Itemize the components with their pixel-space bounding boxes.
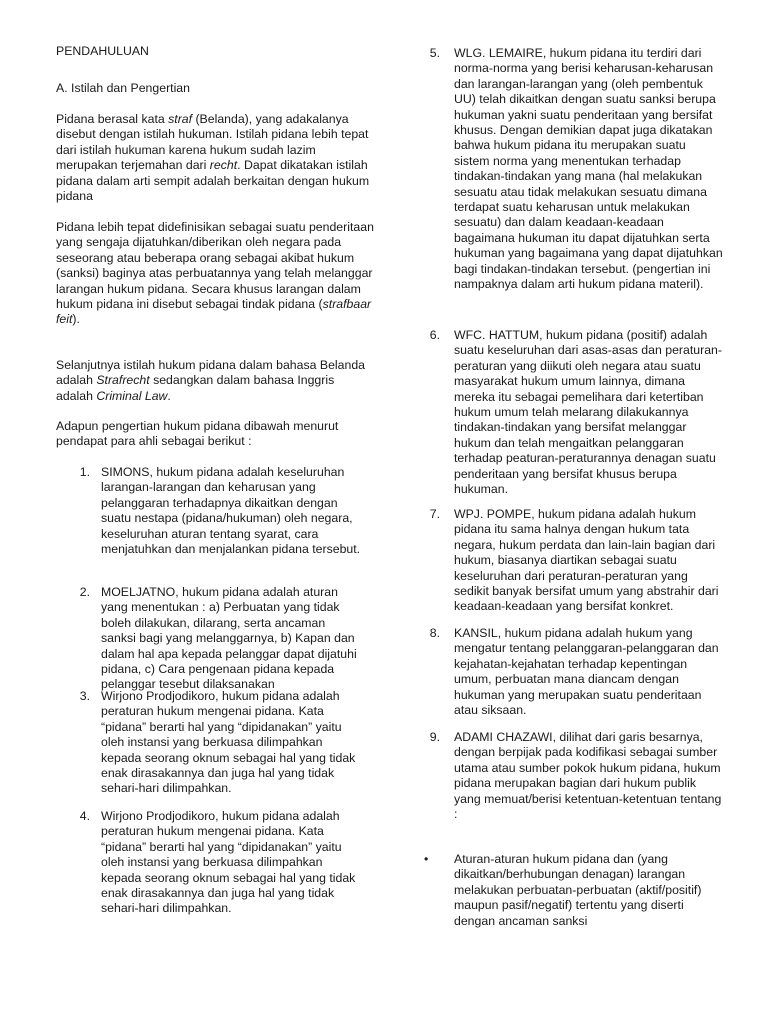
document-heading: PENDAHULUAN [56,44,149,58]
paragraph-3: Selanjutnya istilah hukum pidana dalam bahasa Belanda adalah Strafrecht sedangkan dalam bahasa Inggris adalah Criminal Law. [56,358,366,403]
paragraph-1: Pidana berasal kata straf (Belanda), yang adakalanya disebut dengan istilah hukuman. Istilah pidana lebih tepat dari istilah hukuman karena hukum sudah lazim merupakan terjemahan dari recht. Dapat dikatakan istilah pidana dalam arti sempit adalah berkaitan dengan hukum pidana [56,112,370,204]
paragraph-2: Pidana lebih tepat didefinisikan sebagai suatu penderitaan yang sengaja dijatuhkan/diberikan oleh negara pada seseorang atau beberapa orang sebagai akibat hukum (sanksi) baginya atas perbuatannya yang telah melanggar larangan hukum pidana. Secara khusus larangan dalam hukum pidana ini disebut sebagai tindak pidana (strafbaar feit). [56,220,374,327]
paragraph-4: Adapun pengertian hukum pidana dibawah menurut pendapat para ahli sebagai berikut : [56,419,339,449]
section-heading: A. Istilah dan Pengertian [56,81,190,95]
bullet-icon: • [424,852,429,866]
